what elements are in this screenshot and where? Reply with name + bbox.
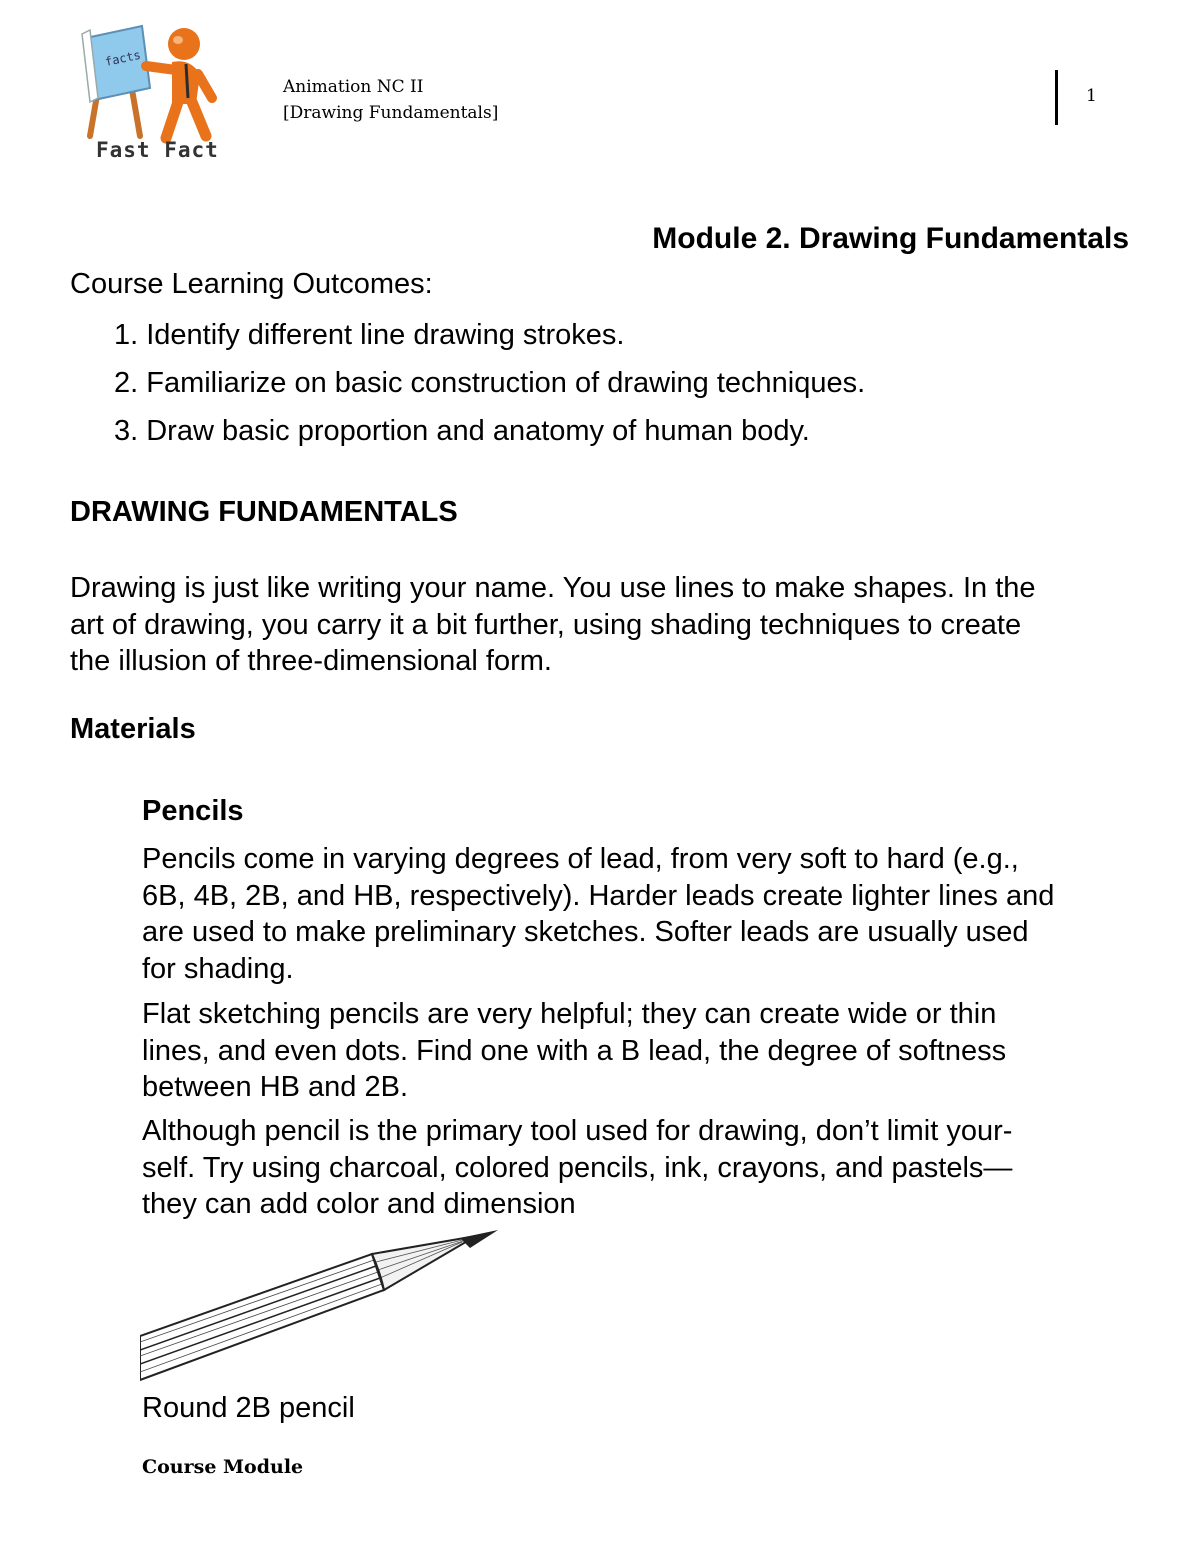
outcomes-heading: Course Learning Outcomes:: [70, 268, 433, 300]
text-line: self. Try using charcoal, colored pencils, ink, crayons, and pastels—: [142, 1151, 1013, 1184]
text-line: Flat sketching pencils are very helpful; they can create wide or thin: [142, 998, 997, 1030]
materials-heading: Materials: [70, 713, 196, 745]
text-line: 6B, 4B, 2B, and HB, respectively). Harder leads create lighter lines and: [142, 879, 1055, 912]
pencils-paragraph-2: [142, 996, 1142, 1106]
page-number: 1: [1086, 86, 1097, 106]
text-line: between HB and 2B.: [142, 1071, 409, 1103]
logo-caption: Fast Fact: [96, 138, 219, 162]
outcome-item: 1. Identify different line drawing strokes.: [114, 319, 625, 351]
outcome-item: 2. Familiarize on basic construction of drawing techniques.: [114, 367, 866, 399]
text-line: Pencils come in varying degrees of lead, from very soft to hard (e.g.,: [142, 843, 1019, 875]
pencils-heading: Pencils: [142, 795, 244, 827]
header-divider: [1055, 70, 1058, 125]
text-line: they can add color and dimension: [142, 1188, 576, 1220]
course-line: Animation NC II: [283, 77, 424, 97]
subject-line: [Drawing Fundamentals]: [283, 103, 499, 123]
svg-text:facts: facts: [103, 47, 142, 69]
text-line: are used to make preliminary sketches. Softer leads are usually used: [142, 916, 1029, 948]
page-footer: Course Module: [142, 1456, 304, 1478]
text-line: Although pencil is the primary tool used for drawing, don’t limit your-: [142, 1115, 1013, 1147]
pencil-icon: [140, 1228, 505, 1388]
text-line: lines, and even dots. Find one with a B lead, the degree of softness: [142, 1034, 1007, 1067]
pencils-paragraph-3: [142, 1113, 1142, 1223]
text-line: the illusion of three-dimensional form.: [70, 645, 552, 677]
image-caption: Round 2B pencil: [142, 1392, 355, 1424]
outcomes-list: [114, 316, 865, 460]
section-heading: DRAWING FUNDAMENTALS: [70, 496, 458, 528]
text-line: art of drawing, you carry it a bit further, using shading techniques to create: [70, 608, 1022, 641]
module-title: Module 2. Drawing Fundamentals: [652, 222, 1129, 255]
fast-fact-figure-icon: [72, 18, 242, 148]
text-line: for shading.: [142, 952, 294, 985]
document-header: [283, 74, 498, 126]
pencil-image: [140, 1228, 505, 1388]
pencils-paragraph-1: [142, 841, 1142, 987]
text-line: Drawing is just like writing your name. You use lines to make shapes. In the: [70, 572, 1036, 604]
intro-paragraph: [70, 570, 1140, 680]
outcome-item: 3. Draw basic proportion and anatomy of human body.: [114, 415, 810, 447]
